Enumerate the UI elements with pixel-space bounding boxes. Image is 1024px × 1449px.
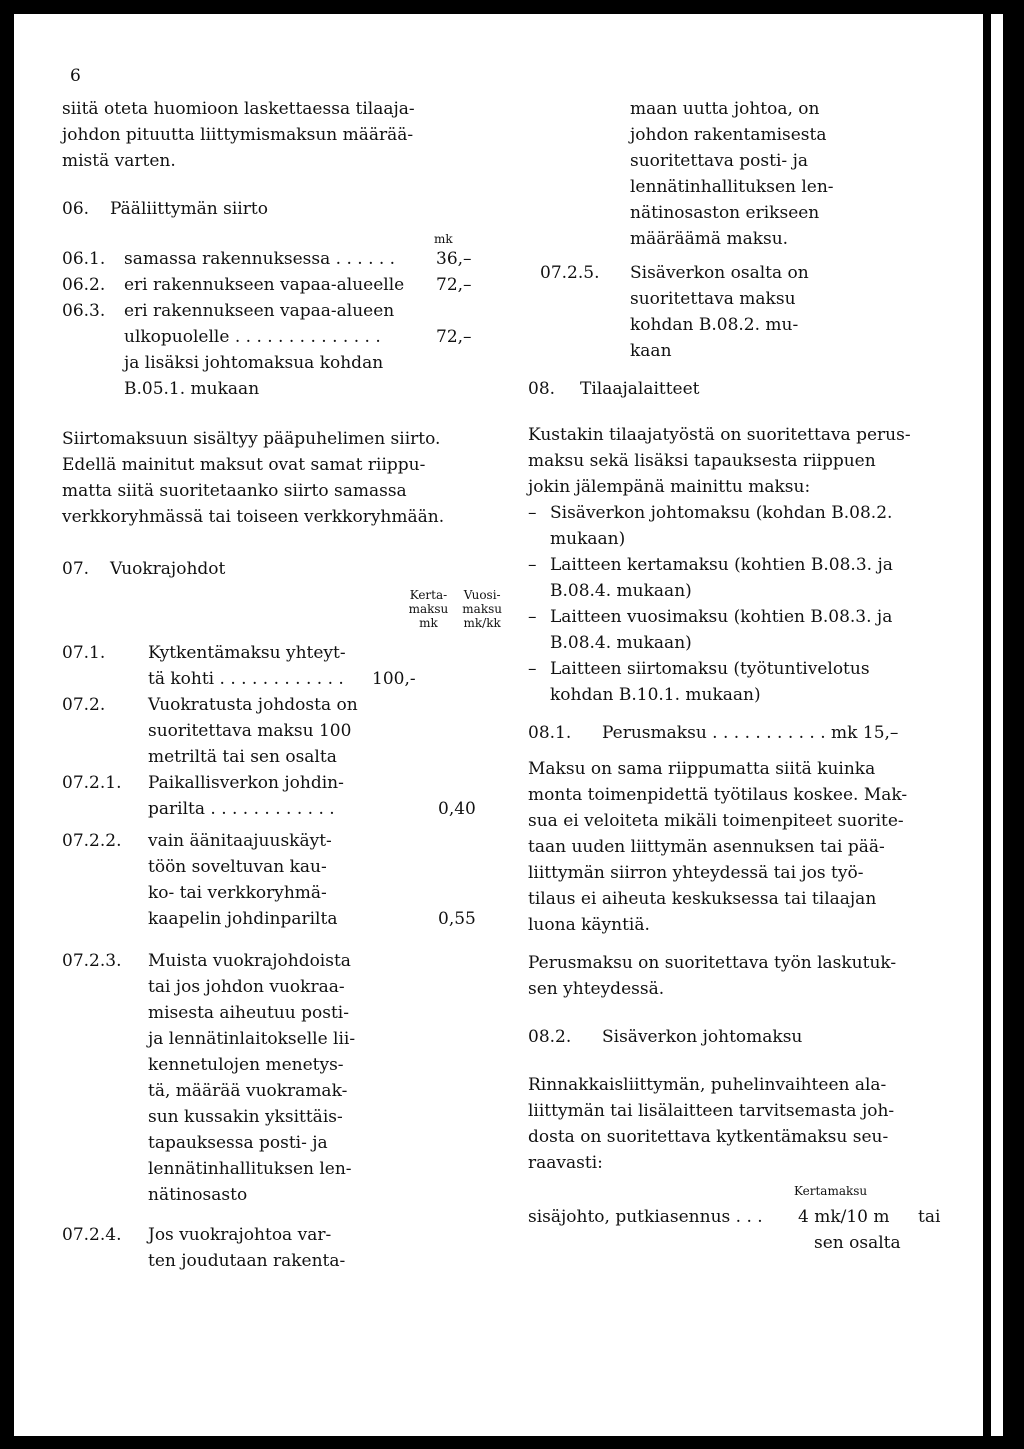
list-item: 07.2.2. vain äänitaajuuskäyt- xyxy=(62,831,332,851)
list-item-cont: parilta . . . . . . . . . . . . 0,40 xyxy=(148,799,476,819)
section-07-heading: 07. Vuokrajohdot xyxy=(62,559,226,579)
list-item: 07.1. Kytkentämaksu yhteyt- xyxy=(62,643,346,663)
paragraph-line: taan uuden liittymän asennuksen tai pää- xyxy=(528,837,885,857)
intro-line: mistä varten. xyxy=(62,151,176,171)
section-08-heading: 08. Tilaajalaitteet xyxy=(528,379,700,399)
list-item: 06.2. eri rakennukseen vapaa-alueelle 72,– xyxy=(62,275,472,295)
paragraph-line: sen yhteydessä. xyxy=(528,979,665,999)
header-kertamaksu: Kerta- maksu mk xyxy=(408,588,449,630)
list-item: 06.3. eri rakennukseen vapaa-alueen xyxy=(62,301,395,321)
section-08-2-heading: 08.2. Sisäverkon johtomaksu xyxy=(528,1027,803,1047)
dash-list-item: – Laitteen kertamaksu (kohtien B.08.3. ja xyxy=(528,555,893,575)
paragraph-line: raavasti: xyxy=(528,1153,603,1173)
unit-label: mk xyxy=(434,232,453,246)
paragraph-line: verkkoryhmässä tai toiseen verkkoryhmään. xyxy=(62,507,445,527)
left-column: siitä oteta huomioon laskettaessa tilaaja- johdon pituutta liittymismaksun määrää- mistä varten. 06. Pääliittymän siirto mk 06.1. samassa rakennuksessa . . . . . . 36,– 06.2. eri rakennukseen vapaa-alueelle 72,– 06.3. eri rakennukseen vapaa-alueen ulkopuolelle . . . . . . . . . . . . . . 72,– ja lisäksi johtomaksua kohdan B.05.1. mukaan Siirtomaksuun sisältyy pääpuhelimen siirto. Edellä mainitut maksut ovat samat riippu- matta siitä suoritetaanko siirto samassa verkkoryhmässä tai toiseen verkkoryhmään. 07. Vuokrajohdot Kerta- maksu mk Vuosi- maksu mk/kk 07.1. Kytkentämaksu yhteyt- tä kohti . . . . . . . . . . . . 100,- 07.2. Vuokratusta johdosta on suoritettava maksu 100 metriltä tai sen osalta 07.2.1. Paikallisverkon johdin- parilta . . . . . . . . . . . . 0,40 07.2.2. vain äänitaajuuskäyt- töön soveltuvan kau- ko- tai verkkoryhmä- kaapelin johdinparilta 0,55 07.2.3. Muista vuokrajohdoista tai jos johdon vuokraa- misesta aiheutuu posti- ja lennätinlaitokselle lii- kennetulojen menetys- tä, määrää vuokramak- sun kussakin yksittäis- tapauksessa posti- ja lennätinhallituksen len- nätinosasto 07.2.4. Jos vuokrajohtoa var- ten joudutaan rakenta- xyxy=(62,96,502,1274)
list-item: 07.2.4. Jos vuokrajohtoa var- xyxy=(62,1225,332,1245)
paragraph-line: matta siitä suoritetaanko siirto samassa xyxy=(62,481,407,501)
page-number: 6 xyxy=(70,66,81,86)
section-06-heading: 06. Pääliittymän siirto xyxy=(62,199,268,219)
list-item: 07.2.3. Muista vuokrajohdoista xyxy=(62,951,351,971)
paragraph: Siirtomaksuun sisältyy pääpuhelimen siirto. xyxy=(62,429,441,449)
right-column: maan uutta johtoa, on johdon rakentamisesta suoritettava posti- ja lennätinhallituksen len- nätinosaston erikseen määräämä maksu. 07.2.5. Sisäverkon osalta on suoritettava maksu kohdan B.08.2. mu- kaan 08. Tilaajalaitteet Kustakin tilaajatyöstä on suoritettava perus- maksu sekä lisäksi tapauksesta riippuen jokin jälempänä mainittu maksu: – Sisäverkon johtomaksu (kohdan B.08.2. mukaan) – Laitteen kertamaksu (kohtien B.08.3. ja B.08.4. mukaan) – Laitteen vuosimaksu (kohtien B.08.3. ja B.08.4. mukaan) – Laitteen siirtomaksu (työtuntivelotus kohdan B.10.1. mukaan) 08.1. Perusmaksu . . . . . . . . . . . mk 15,– Maksu on sama riippumatta siitä kuinka monta toimenpidettä työtilaus koskee. Mak- sua ei veloiteta mikäli toimenpiteet suorite- taan uuden liittymän asennuksen tai pää- liittymän siirron yhteydessä tai jos työ- tilaus ei aiheuta keskuksessa tai tilaajan luona käyntiä. Perusmaksu on suoritettava työn laskutuk- sen yhteydessä. 08.2. Sisäverkon johtomaksu Rinnakkaisliittymän, puhelinvaihteen ala- liittymän tai lisälaitteen tarvitsemasta joh- dosta on suoritettava kytkentämaksu seu- raavasti: Kertamaksu sisäjohto, putkiasennus . . . 4 mk/10 m tai sen osalta xyxy=(512,96,957,1256)
paragraph-line: liittymän siirron yhteydessä tai jos työ- xyxy=(528,863,864,883)
list-item-cont: kaapelin johdinparilta 0,55 xyxy=(148,909,476,929)
paragraph-line: luona käyntiä. xyxy=(528,915,650,935)
list-item: 07.2. Vuokratusta johdosta on xyxy=(62,695,358,715)
table-header: Kertamaksu xyxy=(794,1184,868,1198)
paragraph-line: liittymän tai lisälaitteen tarvitsemasta joh- xyxy=(528,1101,895,1121)
paragraph: Kustakin tilaajatyöstä on suoritettava perus- maksu sekä lisäksi tapauksesta riippuen jokin jälempänä mainittu maksu: – Sisäverkon johtomaksu (kohdan B.08.2. mukaan) – Laitteen kertamaksu (kohtien B.08.3. ja B.08.4. mukaan) – Laitteen vuosimaksu (kohtien B.08.3. ja B.08.4. mukaan) – Laitteen siirtomaksu (työtuntivelotus kohdan B.10.1. mukaan) 08.1. Perusmaksu . . . . . . . . . . . mk 15,– Maksu on sama riippumatta siitä kuinka monta toimenpidettä työtilaus koskee. Mak- sua ei veloiteta mikäli toimenpiteet suorite- taan uuden liittymän asennuksen tai pää- liittymän siirron yhteydessä tai jos työ- tilaus ei aiheuta keskuksessa tai tilaajan luona käyntiä. Perusmaksu on suoritettava työn laskutuk- sen yhteydessä. 08.2. Sisäverkon johtomaksu Rinnakkaisliittymän, puhelinvaihteen ala- liittymän tai lisälaitteen tarvitsemasta joh- dosta on suoritettava kytkentämaksu seu- raavasti: Kertamaksu sisäjohto, putkiasennus . . . 4 mk/10 m tai sen osalta xyxy=(512,422,957,1256)
list-item: 06.1. samassa rakennuksessa . . . . . . 36,– xyxy=(62,249,472,269)
list-item-cont: tä kohti . . . . . . . . . . . . 100,- xyxy=(148,669,416,689)
continuation-block: maan uutta johtoa, on johdon rakentamisesta suoritettava posti- ja lennätinhallituksen len- nätinosaston erikseen määräämä maksu. xyxy=(630,99,834,249)
list-item: 07.2.1. Paikallisverkon johdin- xyxy=(62,773,344,793)
paragraph-line: Edellä mainitut maksut ovat samat riippu- xyxy=(62,455,426,475)
header-vuosimaksu: Vuosi- maksu mk/kk xyxy=(462,588,502,630)
scan-edge-bar xyxy=(991,14,1003,1436)
list-item: 08.1. Perusmaksu . . . . . . . . . . . mk 15,– xyxy=(528,723,899,743)
dash-list-item: – Laitteen vuosimaksu (kohtien B.08.3. ja xyxy=(528,607,893,627)
table-row: sisäjohto, putkiasennus . . . 4 mk/10 m tai xyxy=(528,1207,941,1227)
paragraph-line: tilaus ei aiheuta keskuksessa tai tilaajan xyxy=(528,889,877,909)
column-headers xyxy=(62,588,502,630)
dash-list-item: – Sisäverkon johtomaksu (kohdan B.08.2. xyxy=(528,503,893,523)
paragraph-line: dosta on suoritettava kytkentämaksu seu- xyxy=(528,1127,889,1147)
paragraph-line: Rinnakkaisliittymän, puhelinvaihteen ala- xyxy=(528,1075,887,1095)
paragraph-line: Maksu on sama riippumatta siitä kuinka xyxy=(528,759,876,779)
paragraph-line: Perusmaksu on suoritettava työn laskutuk- xyxy=(528,953,897,973)
dash-list-item: – Laitteen siirtomaksu (työtuntivelotus xyxy=(528,659,870,679)
list-item: 07.2.5. Sisäverkon osalta on xyxy=(540,263,809,283)
intro-line: siitä oteta huomioon laskettaessa tilaaja- xyxy=(62,99,415,119)
list-item-cont: ulkopuolelle . . . . . . . . . . . . . . 72,– xyxy=(124,327,472,347)
paragraph-line: monta toimenpidettä työtilaus koskee. Mak- xyxy=(528,785,908,805)
paragraph-line: sua ei veloiteta mikäli toimenpiteet suorite- xyxy=(528,811,904,831)
intro-line: johdon pituutta liittymismaksun määrää- xyxy=(62,125,414,145)
